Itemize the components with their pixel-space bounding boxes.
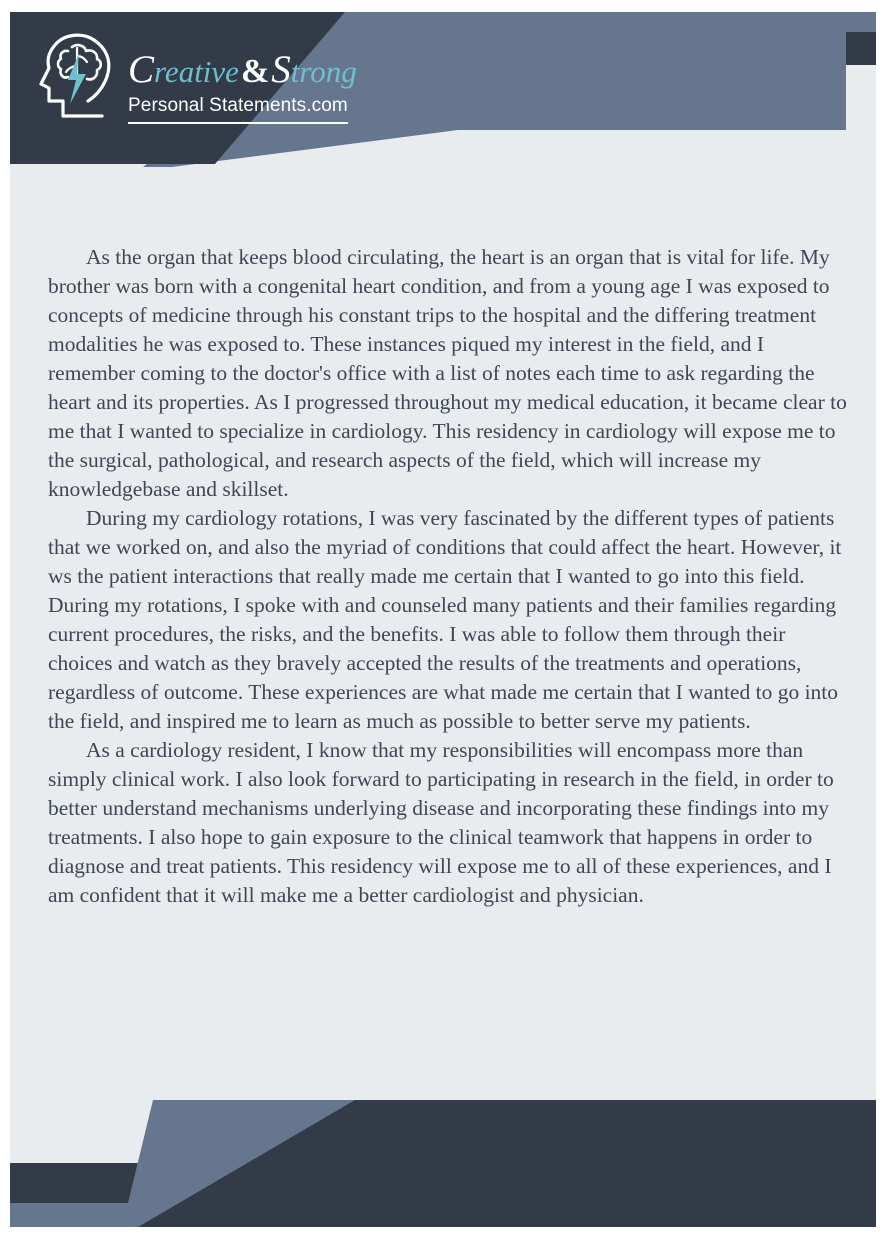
head-brain-lightning-icon: [32, 28, 124, 128]
site-logo[interactable]: [32, 28, 357, 128]
brand-tagline: Personal Statements.com: [128, 95, 348, 124]
brand-initial-c: C: [128, 48, 155, 91]
footer-banner: [10, 1072, 876, 1227]
essay-paragraph: During my cardiology rotations, I was very fascinated by the different types of patients that we worked on, and also the myriad of conditions that could affect the heart. However, it ws the patient interactions that really made me certain that I wanted to go into this field. During my rotations, I spoke with and counseled many patients and their families regarding current procedures, the risks, and the benefits. I was able to follow them through their choices and watch as they bravely accepted the results of the treatments and operations, regardless of outcome. These experiences are what made me certain that I wanted to go into the field, and inspired me to learn as much as possible to better serve my patients.: [48, 506, 842, 733]
brand-initial-s: S: [271, 48, 291, 91]
essay-body: [48, 243, 848, 910]
essay-paragraph: As a cardiology resident, I know that my responsibilities will encompass more than simply clinical work. I also look forward to participating in research in the field, in order to better understand mechanisms underlying disease and incorporating these findings into my treatments. I also hope to gain exposure to the clinical teamwork that happens in order to diagnose and treat patients. This residency will expose me to all of these experiences, and I am confident that it will make me a better cardiologist and physician.: [48, 738, 834, 907]
essay-paragraph: As the organ that keeps blood circulating, the heart is an organ that is vital for life. My brother was born with a congenital heart condition, and from a young age I was exposed to concepts of medicine through his constant trips to the hospital and the differing treatment modalities he was exposed to. These instances piqued my interest in the field, and I remember coming to the doctor's office with a list of notes each time to ask regarding the heart and its properties. As I progressed throughout my medical education, it became clear to me that I wanted to specialize in cardiology. This residency in cardiology will expose me to the surgical, pathological, and research aspects of the field, which will increase my knowledgebase and skillset.: [48, 245, 847, 501]
brand-name: [128, 50, 357, 89]
logo-wordmark: [128, 28, 357, 124]
brand-word-strong: trong: [290, 54, 357, 89]
brand-word-creative: reative: [154, 54, 239, 89]
brand-ampersand: &: [240, 53, 270, 90]
